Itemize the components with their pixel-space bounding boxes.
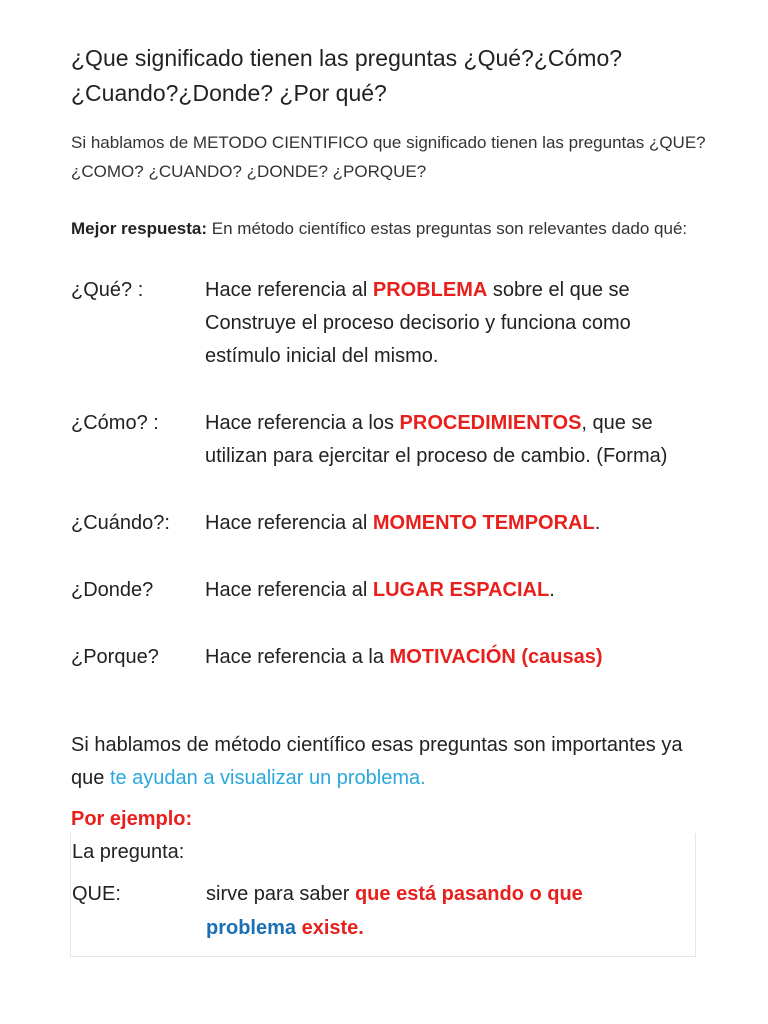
definition-text-before: Hace referencia a los xyxy=(205,412,400,434)
example-row xyxy=(72,877,686,945)
example-highlight-end: existe. xyxy=(301,917,364,939)
summary-text: Si hablamos de método científico esas preguntas son importantes ya que xyxy=(71,734,683,789)
definition-text-before: Hace referencia al xyxy=(205,279,373,301)
definition-highlight: MOMENTO TEMPORAL xyxy=(372,512,595,534)
definition-description xyxy=(205,274,705,373)
example-label: La pregunta: xyxy=(72,841,185,863)
definition-text-after: . xyxy=(594,512,601,534)
definition-text-after: sobre el que se Construye el proceso decisorio y funciona como estímulo inicial del mismo. xyxy=(205,279,631,367)
example-term: QUE: xyxy=(72,883,121,905)
definition-description xyxy=(205,507,705,540)
definition-row-que xyxy=(71,274,711,373)
definition-highlight: PROCEDIMIENTOS xyxy=(399,412,582,434)
definition-term: ¿Donde? xyxy=(71,579,154,601)
definition-term: ¿Porque? xyxy=(71,646,159,668)
definition-text-before: Hace referencia al xyxy=(205,579,373,601)
page-title: ¿Que significado tienen las preguntas ¿Qué?¿Cómo? ¿Cuando?¿Donde? ¿Por qué? xyxy=(71,45,623,106)
example-description xyxy=(206,877,686,945)
example-text-before: sirve para saber xyxy=(206,883,355,905)
definition-term: ¿Cuándo?: xyxy=(71,512,170,534)
definition-row-como xyxy=(71,407,711,473)
summary-link[interactable]: te ayudan a visualizar un problema. xyxy=(109,767,426,789)
definition-description xyxy=(205,574,705,607)
definition-term: ¿Qué? : xyxy=(71,279,144,301)
summary-paragraph xyxy=(71,729,711,795)
definition-text-before: Hace referencia a la xyxy=(205,646,390,668)
definition-description xyxy=(205,641,705,674)
definition-description xyxy=(205,407,705,473)
definitions-list xyxy=(71,274,711,674)
definition-text-before: Hace referencia al xyxy=(205,512,373,534)
definition-row-donde xyxy=(71,574,711,607)
definition-highlight: PROBLEMA xyxy=(372,279,488,301)
example-heading: Por ejemplo: xyxy=(71,808,193,830)
best-answer-text: En método científico estas preguntas son relevantes dado qué: xyxy=(211,219,688,238)
definition-term: ¿Cómo? : xyxy=(71,412,159,434)
example-highlight: que está pasando o que xyxy=(354,883,583,905)
best-answer xyxy=(71,213,711,244)
question-text: Si hablamos de METODO CIENTIFICO que significado tienen las preguntas ¿QUE? ¿COMO? ¿CUANDO? ¿DONDE? ¿PORQUE? xyxy=(71,133,706,181)
example-box xyxy=(70,833,696,957)
definition-text-after: , que se utilizan para ejercitar el proceso de cambio. (Forma) xyxy=(205,412,668,467)
example-highlight-blue: problema xyxy=(206,917,297,939)
definition-row-porque xyxy=(71,641,711,674)
definition-highlight: LUGAR ESPACIAL xyxy=(372,579,550,601)
definition-highlight: MOTIVACIÓN (causas) xyxy=(389,646,603,668)
definition-text-after: . xyxy=(549,579,555,601)
definition-row-cuando xyxy=(71,507,711,540)
best-answer-label: Mejor respuesta: xyxy=(71,219,208,238)
